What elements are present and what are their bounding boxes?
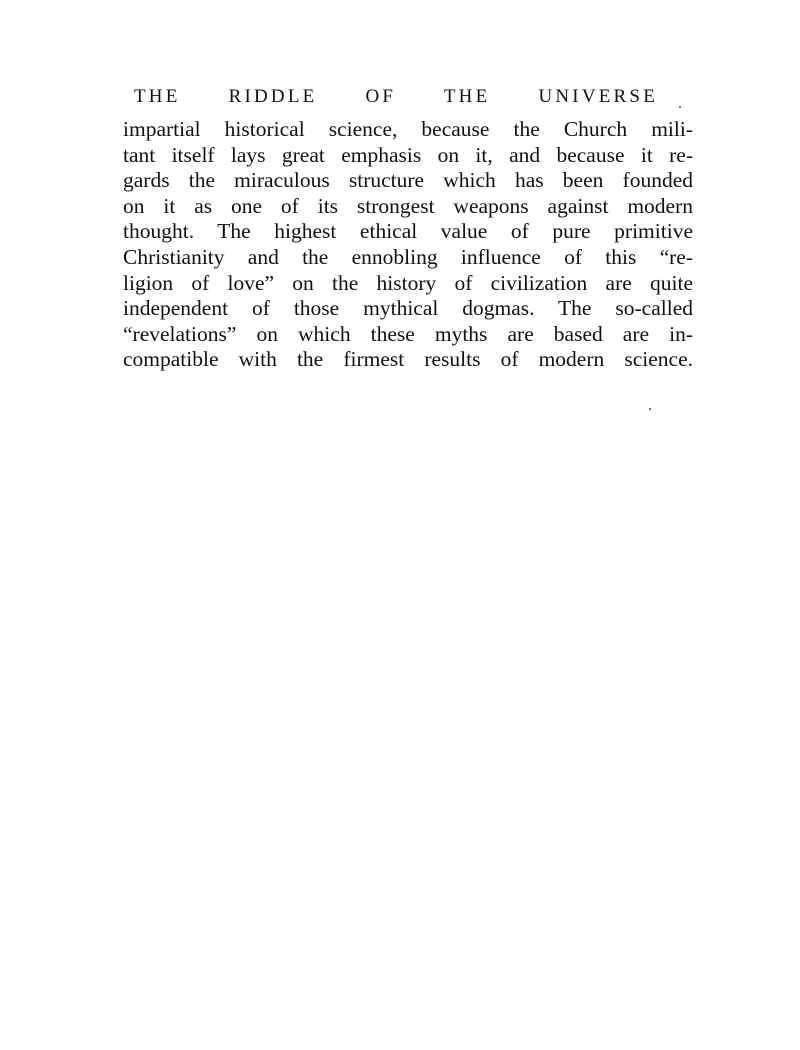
text-line: impartial historical science, because the Church mili- (123, 117, 693, 141)
body-paragraph (123, 117, 693, 373)
scan-speck (679, 106, 681, 108)
text-line: tant itself lays great emphasis on it, and because it re- (123, 142, 693, 167)
text-line: gards the miraculous structure which has been founded (123, 168, 693, 193)
text-line: compatible with the firmest results of modern science. (123, 347, 693, 372)
text-line: “revelations” on which these myths are based are in- (123, 321, 693, 346)
text-line: ligion of love” on the history of civilization are quite (123, 270, 693, 295)
text-line: independent of those mythical dogmas. The so-called (123, 296, 693, 321)
scan-speck (649, 408, 651, 410)
text-line: Christianity and the ennobling influence of this “re- (123, 244, 693, 269)
text-line: thought. The highest ethical value of pure primitive (123, 219, 693, 244)
text-line: on it as one of its strongest weapons against modern (123, 193, 693, 218)
running-header: THE RIDDLE OF THE UNIVERSE (134, 86, 658, 107)
